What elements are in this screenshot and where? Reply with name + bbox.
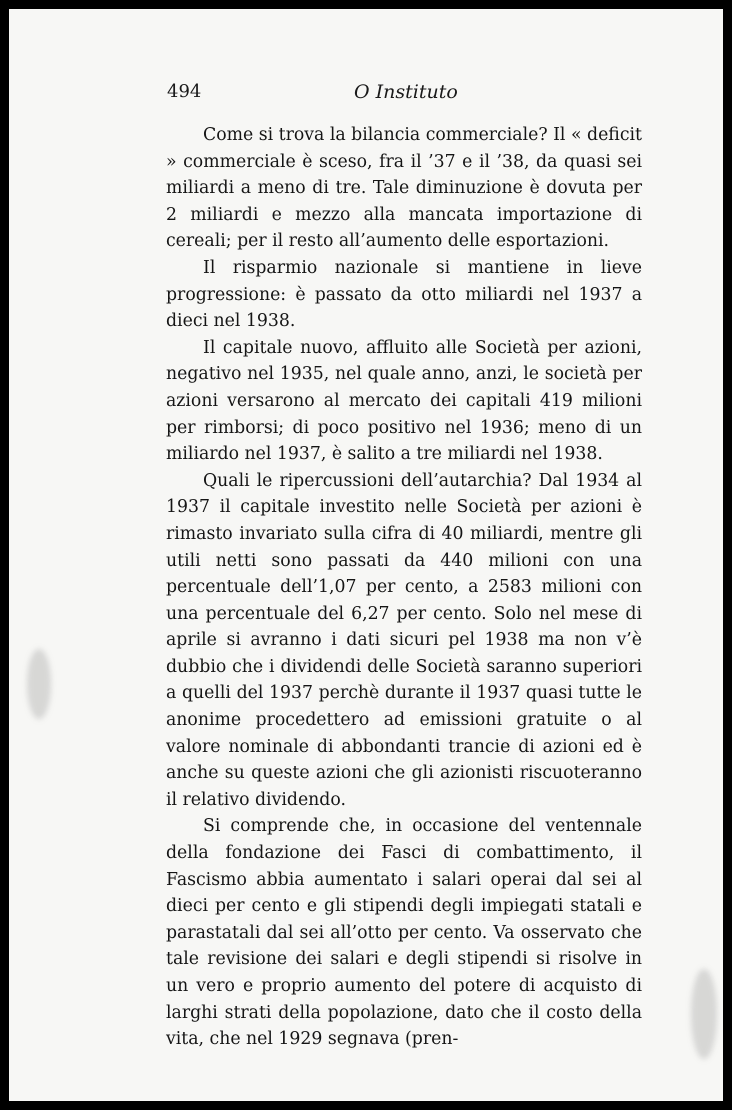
paragraph-wages: Si comprende che, in occasione del ventennale della fondazione dei Fasci di combattimento, il Fascismo abbia aumentato i salari operai dal sei al dieci per cento e gli stipendi degli impiegati statali e parastatali dal sei all’otto per cento. Va osservato che tale revisione dei salari e degli stipendi si risolve in un vero e proprio aumento del potere di acquisto di larghi strati della popolazione, dato che il costo della vita, che nel 1929 segnava (pren- — [166, 816, 642, 1050]
running-header — [9, 81, 723, 111]
paragraph-new-capital: Il capitale nuovo, affluito alle Società per azioni, negativo nel 1935, nel quale anno, anzi, le società per azioni versarono al mercato dei capitali 419 milioni per rimborsi; di poco positivo nel 1936; meno di un miliardo nel 1937, è salito a tre miliardi nel 1938. — [166, 337, 642, 465]
body-text — [166, 122, 642, 1053]
page-number: 494 — [167, 81, 202, 102]
book-page — [9, 9, 723, 1101]
paragraph-national-savings: Il risparmio nazionale si mantiene in lieve progressione: è passato da otto miliardi nel 1937 a dieci nel 1938. — [166, 257, 642, 332]
paragraph-trade-balance: Come si trova la bilancia commerciale? Il « deficit » commerciale è sceso, fra il ’37 e il ’38, da quasi sei miliardi a meno di tre. Tale diminuzione è dovuta per 2 miliardi e mezzo alla mancata importazione di cereali; per il resto all’aumento delle esportazioni. — [166, 125, 642, 252]
running-title: O Instituto — [354, 81, 458, 103]
scan-smudge-left — [27, 649, 51, 719]
scan-smudge-right — [691, 969, 717, 1059]
paragraph-autarchy: Quali le ripercussioni dell’autarchia? Dal 1934 al 1937 il capitale investito nelle Società per azioni è rimasto invariato sulla cifra di 40 miliardi, mentre gli utili netti sono passati da 440 milioni con una percentuale dell’1,07 per cento, a 2583 milioni con una percentuale del 6,27 per cento. Solo nel mese di aprile si avranno i dati sicuri pel 1938 ma non v’è dubbio che i dividendi delle Società saranno superiori a quelli del 1937 perchè durante il 1937 quasi tutte le anonime procedettero ad emissioni gratuite o al valore nominale di abbondanti trancie di azioni ed è anche su queste azioni che gli azionisti riscuoteranno il relativo dividendo. — [166, 470, 642, 810]
